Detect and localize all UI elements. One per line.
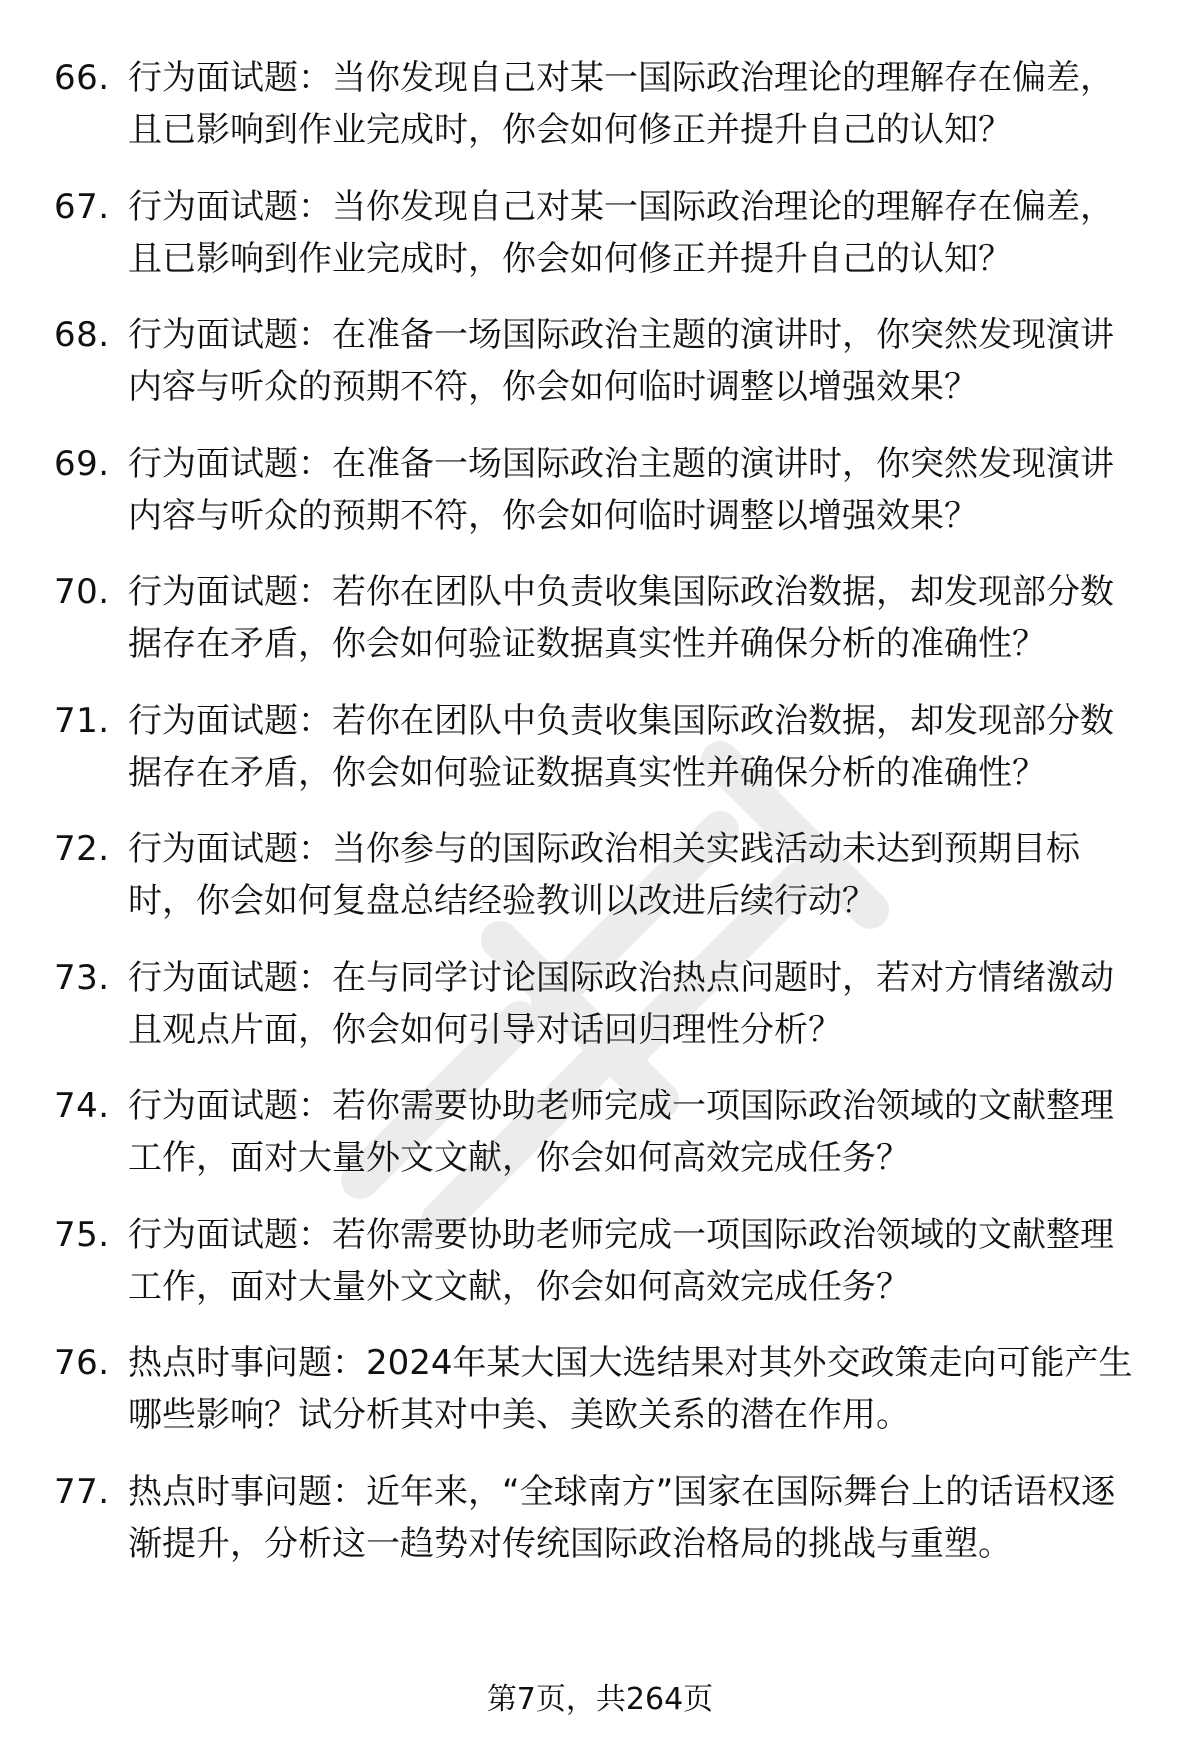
question-number: 73. [54,957,110,998]
list-item [0,1080,1200,1209]
question-number: 71. [54,700,110,741]
question-number: 72. [54,829,110,869]
question-text: 行为面试题：若你需要协助老师完成一项国际政治领域的文献整理工作，面对大量外文文献，你会如何高效完成任务？ [128,1214,1114,1307]
list-item [0,181,1200,310]
question-text: 行为面试题：在与同学讨论国际政治热点问题时，若对方情绪激动且观点片面，你会如何引导对话回归理性分析？ [128,957,1114,1050]
list-item [0,823,1200,952]
question-list [0,52,1200,1594]
list-item [0,1209,1200,1338]
question-number: 76. [54,1343,110,1383]
list-item [0,438,1200,567]
list-item [0,566,1200,695]
question-text: 行为面试题：当你参与的国际政治相关实践活动未达到预期目标时，你会如何复盘总结经验教训以改进后续行动？ [128,829,1080,921]
question-text: 行为面试题：在准备一场国际政治主题的演讲时，你突然发现演讲内容与听众的预期不符，你会如何临时调整以增强效果？ [128,315,1114,407]
question-number: 77. [54,1471,110,1512]
question-number: 74. [54,1086,110,1126]
question-text: 热点时事问题：2024年某大国大选结果对其外交政策走向可能产生哪些影响？试分析其对中美、美欧关系的潜在作用。 [128,1343,1133,1435]
question-number: 66. [54,58,110,98]
question-number: 67. [54,186,110,227]
question-text: 行为面试题：若你需要协助老师完成一项国际政治领域的文献整理工作，面对大量外文文献，你会如何高效完成任务？ [128,1086,1114,1178]
question-text: 行为面试题：当你发现自己对某一国际政治理论的理解存在偏差，且已影响到作业完成时，你会如何修正并提升自己的认知？ [128,58,1114,150]
question-text: 行为面试题：若你在团队中负责收集国际政治数据，却发现部分数据存在矛盾，你会如何验证数据真实性并确保分析的准确性？ [128,700,1114,793]
page-number-footer: 第7页，共264页 [486,1682,714,1717]
question-number: 75. [54,1214,110,1255]
question-text: 行为面试题：若你在团队中负责收集国际政治数据，却发现部分数据存在矛盾，你会如何验证数据真实性并确保分析的准确性？ [128,572,1114,664]
list-item [0,695,1200,824]
list-item [0,309,1200,438]
question-number: 70. [54,572,110,612]
question-number: 68. [54,315,110,355]
list-item [0,1466,1200,1595]
question-text: 行为面试题：在准备一场国际政治主题的演讲时，你突然发现演讲内容与听众的预期不符，你会如何临时调整以增强效果？ [128,443,1114,536]
question-text: 行为面试题：当你发现自己对某一国际政治理论的理解存在偏差，且已影响到作业完成时，你会如何修正并提升自己的认知？ [128,186,1114,279]
list-item [0,1337,1200,1466]
list-item [0,952,1200,1081]
list-item [0,52,1200,181]
question-text: 热点时事问题：近年来，“全球南方”国家在国际舞台上的话语权逐渐提升，分析这一趋势对传统国际政治格局的挑战与重塑。 [128,1471,1116,1564]
question-number: 69. [54,443,110,484]
